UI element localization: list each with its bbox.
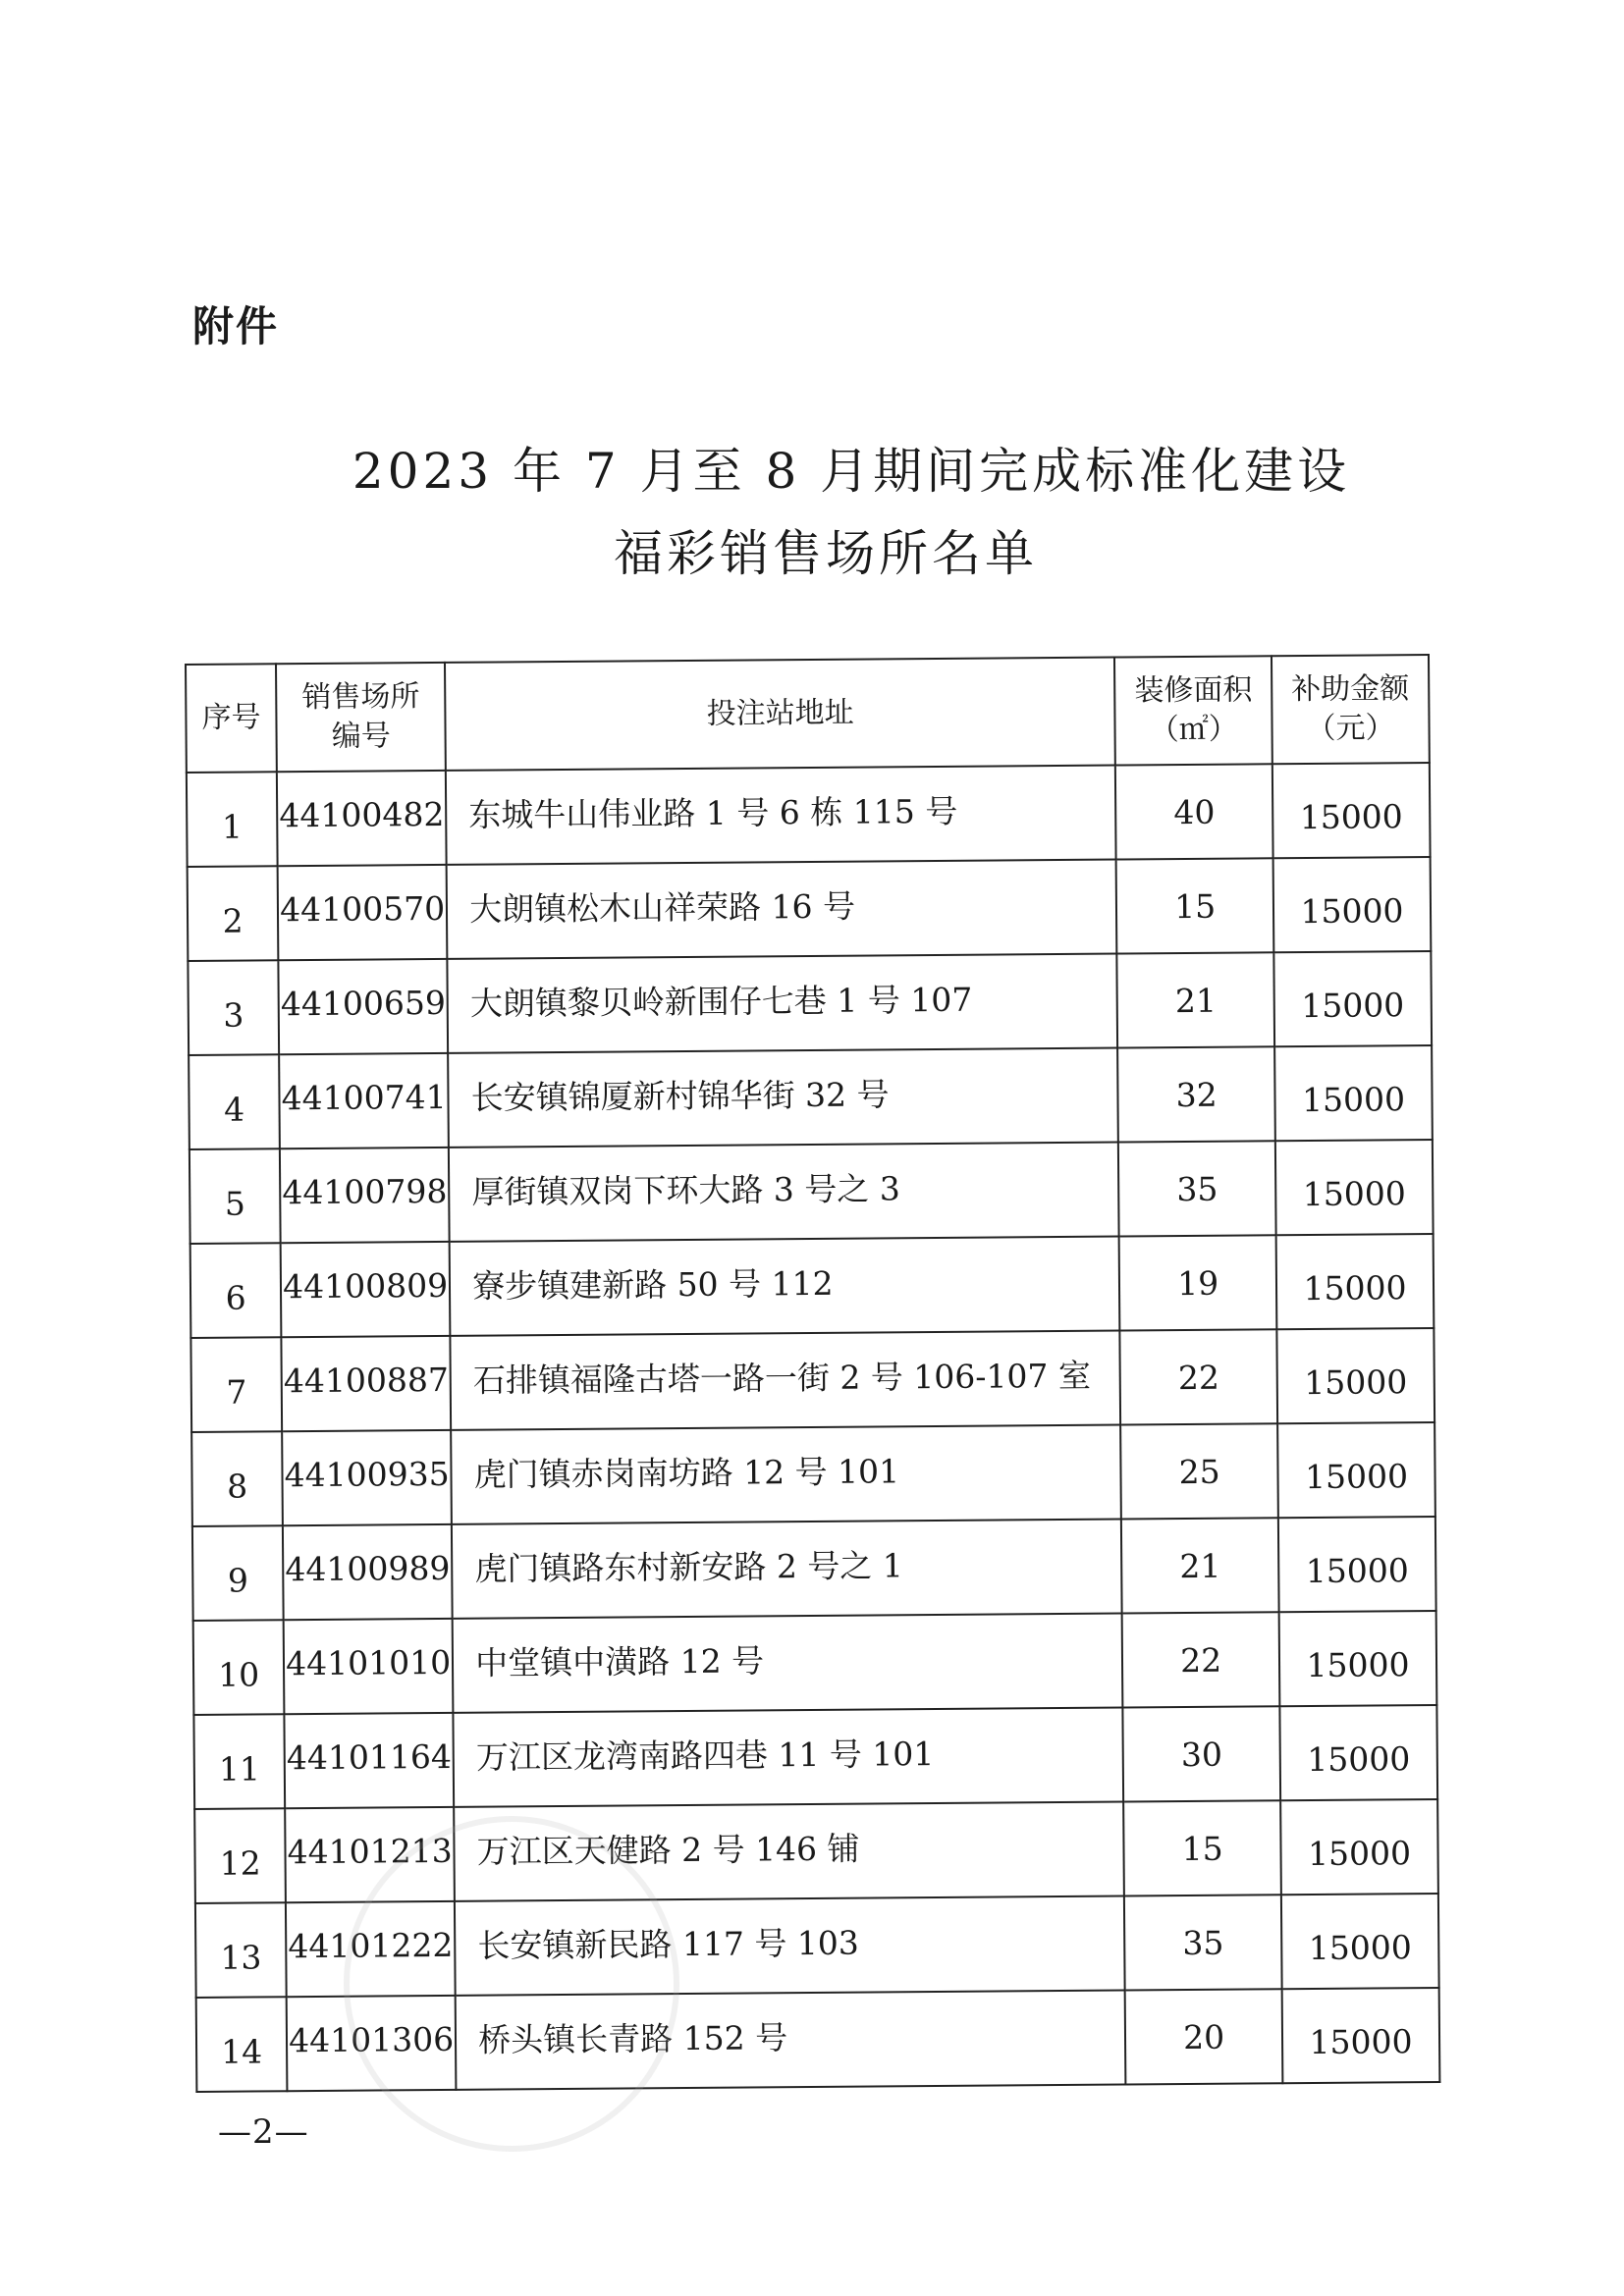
- cell-seq: 14: [196, 1997, 288, 2092]
- cell-amount: 15000: [1277, 1422, 1435, 1518]
- cell-amount: 15000: [1282, 1988, 1440, 2083]
- table-row: [193, 1611, 1437, 1715]
- cell-address: 大朗镇黎贝岭新围仔七巷 1 号 107: [447, 954, 1117, 1053]
- cell-amount: 15000: [1275, 1140, 1434, 1235]
- cell-amount: 15000: [1278, 1517, 1436, 1612]
- cell-code: 44101213: [285, 1807, 455, 1902]
- cell-area: 32: [1118, 1046, 1275, 1142]
- header-amount: [1272, 655, 1430, 764]
- table-row: [193, 1705, 1437, 1809]
- cell-seq: 12: [194, 1808, 286, 1903]
- cell-code: 44100741: [279, 1053, 449, 1148]
- cell-seq: 7: [190, 1337, 282, 1432]
- cell-amount: 15000: [1273, 951, 1432, 1046]
- attachment-label: 附件: [192, 302, 280, 350]
- table-row: [188, 857, 1432, 961]
- header-amount-line2: （元）: [1306, 711, 1395, 747]
- cell-address: 大朗镇松木山祥荣路 16 号: [447, 860, 1117, 959]
- header-amount-line1: 补助金额: [1291, 671, 1410, 708]
- cell-code: 44101306: [287, 1996, 457, 2091]
- cell-code: 44101010: [284, 1619, 454, 1714]
- cell-address: 虎门镇赤岗南坊路 12 号 101: [451, 1425, 1121, 1524]
- cell-amount: 15000: [1276, 1328, 1435, 1423]
- cell-seq: 4: [189, 1054, 280, 1149]
- cell-code: 44100482: [277, 771, 447, 866]
- cell-address: 厚街镇双岗下环大路 3 号之 3: [449, 1143, 1119, 1242]
- cell-code: 44101164: [285, 1713, 455, 1808]
- cell-code: 44100809: [281, 1242, 451, 1337]
- table-row: [192, 1517, 1436, 1621]
- cell-amount: 15000: [1281, 1894, 1439, 1989]
- cell-amount: 15000: [1274, 1045, 1433, 1141]
- cell-address: 长安镇新民路 117 号 103: [455, 1896, 1125, 1996]
- official-seal-watermark: [344, 1816, 679, 2152]
- cell-seq: 5: [189, 1148, 281, 1244]
- cell-address: 东城牛山伟业路 1 号 6 栋 115 号: [446, 766, 1116, 865]
- cell-seq: 3: [188, 960, 279, 1055]
- cell-code: 44100989: [283, 1524, 453, 1620]
- cell-area: 30: [1123, 1706, 1280, 1801]
- cell-code: 44100659: [279, 959, 449, 1054]
- cell-area: 35: [1118, 1141, 1275, 1236]
- table-header-row: [186, 655, 1430, 773]
- cell-address: 桥头镇长青路 152 号: [456, 1991, 1126, 2090]
- cell-amount: 15000: [1272, 763, 1431, 858]
- table-row: [190, 1234, 1435, 1338]
- cell-seq: 2: [188, 866, 279, 961]
- cell-code: 44100570: [278, 865, 448, 960]
- cell-seq: 1: [187, 772, 278, 867]
- header-area-line1: 装修面积: [1134, 672, 1253, 709]
- cell-area: 22: [1122, 1612, 1279, 1707]
- header-code-line1: 销售场所: [301, 679, 420, 716]
- table-row: [189, 1140, 1434, 1244]
- cell-seq: 8: [191, 1431, 283, 1526]
- header-seq: 序号: [186, 664, 277, 773]
- cell-area: 35: [1124, 1895, 1281, 1990]
- cell-code: 44100798: [280, 1148, 450, 1243]
- cell-area: 21: [1117, 952, 1274, 1047]
- cell-address: 寮步镇建新路 50 号 112: [450, 1237, 1120, 1336]
- cell-area: 25: [1121, 1423, 1278, 1519]
- cell-code: 44101222: [286, 1901, 456, 1997]
- cell-seq: 11: [193, 1714, 285, 1809]
- cell-seq: 10: [193, 1620, 285, 1715]
- header-address: 投注站地址: [445, 658, 1115, 771]
- header-code-line2: 编号: [331, 719, 391, 754]
- cell-area: 15: [1116, 858, 1273, 953]
- cell-area: 15: [1124, 1800, 1281, 1896]
- table-row: [190, 1328, 1435, 1432]
- cell-seq: 13: [195, 1902, 287, 1998]
- cell-code: 44100935: [282, 1430, 452, 1525]
- table-row: [187, 763, 1431, 867]
- cell-address: 中堂镇中潢路 12 号: [453, 1614, 1123, 1713]
- document-title-line1: 2023 年 7 月至 8 月期间完成标准化建设: [352, 443, 1351, 500]
- cell-area: 19: [1119, 1235, 1276, 1330]
- cell-address: 万江区龙湾南路四巷 11 号 101: [454, 1708, 1124, 1807]
- cell-address: 长安镇锦厦新村锦华街 32 号: [448, 1048, 1118, 1148]
- cell-amount: 15000: [1276, 1234, 1435, 1329]
- document-title-line2: 福彩销售场所名单: [614, 525, 1038, 582]
- cell-amount: 15000: [1279, 1705, 1437, 1800]
- cell-address: 虎门镇路东村新安路 2 号之 1: [452, 1520, 1122, 1619]
- header-area: [1114, 656, 1272, 765]
- table-row: [188, 951, 1432, 1055]
- table-row: [189, 1045, 1433, 1149]
- header-code: [276, 663, 446, 772]
- cell-address: 石排镇福隆古塔一路一街 2 号 106-107 室: [451, 1331, 1121, 1430]
- cell-area: 22: [1120, 1329, 1277, 1424]
- page-number: —2—: [218, 2112, 309, 2152]
- cell-area: 20: [1125, 1989, 1282, 2084]
- cell-area: 21: [1121, 1518, 1278, 1613]
- cell-amount: 15000: [1273, 857, 1432, 952]
- cell-code: 44100887: [282, 1336, 452, 1431]
- cell-amount: 15000: [1279, 1611, 1437, 1706]
- cell-amount: 15000: [1280, 1799, 1438, 1895]
- cell-seq: 9: [192, 1525, 284, 1621]
- cell-address: 万江区天健路 2 号 146 铺: [454, 1802, 1124, 1901]
- cell-seq: 6: [190, 1243, 282, 1338]
- cell-area: 40: [1115, 764, 1272, 859]
- table-row: [191, 1422, 1435, 1526]
- lottery-outlet-table: [185, 654, 1440, 2093]
- header-area-line2: （㎡）: [1149, 712, 1238, 748]
